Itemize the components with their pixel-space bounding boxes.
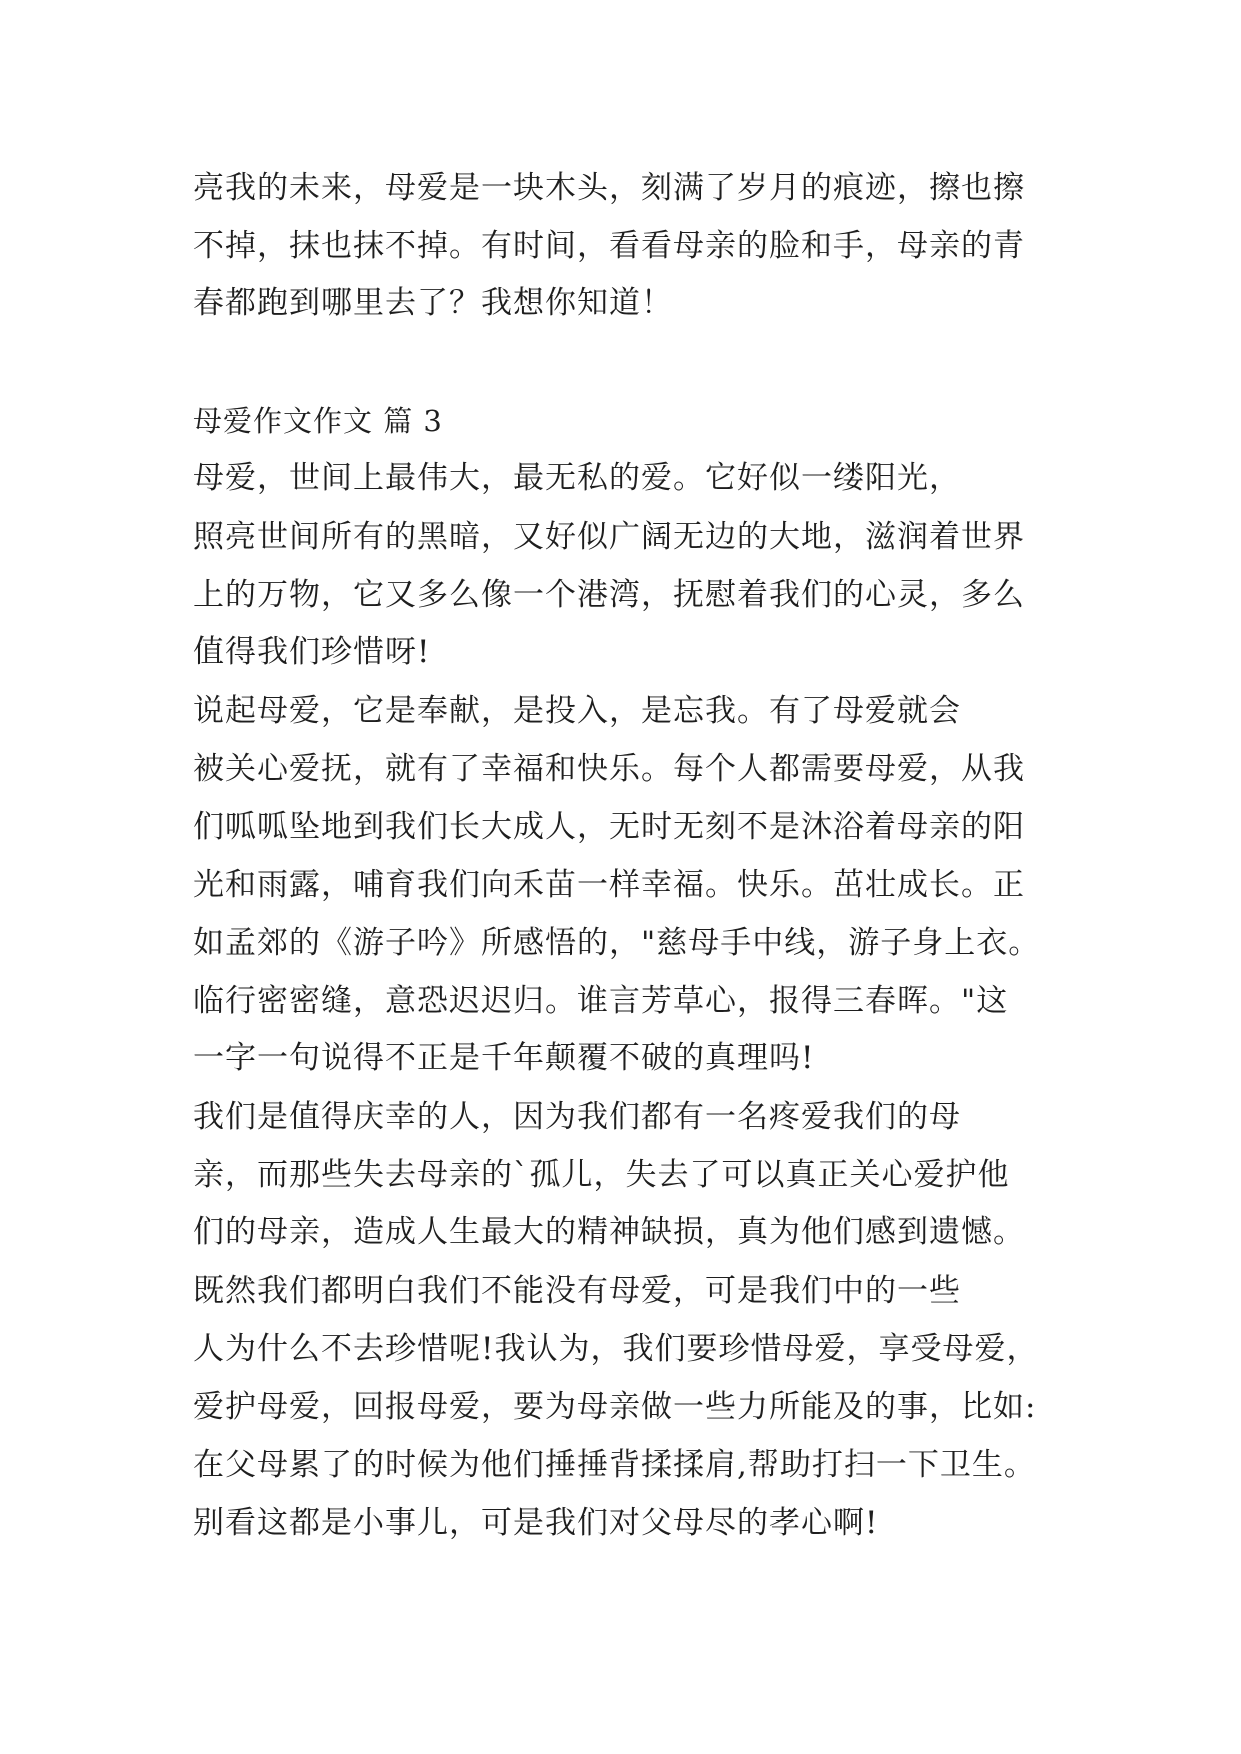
text-line: 临行密密缝，意恐迟迟归。谁言芳草心，报得三春晖。"这	[193, 983, 1009, 1019]
text-line: 亮我的未来，母爱是一块木头，刻满了岁月的痕迹，擦也擦	[193, 170, 1025, 206]
text-line: 光和雨露，哺育我们向禾苗一样幸福。快乐。茁壮成长。正	[193, 867, 1025, 903]
text-line: 既然我们都明白我们不能没有母爱，可是我们中的一些	[193, 1273, 961, 1309]
text-line: 不掉，抹也抹不掉。有时间，看看母亲的脸和手，母亲的青	[193, 228, 1025, 264]
text-line: 说起母爱，它是奉献，是投入，是忘我。有了母爱就会	[193, 693, 961, 729]
text-line: 们呱呱坠地到我们长大成人，无时无刻不是沐浴着母亲的阳	[193, 809, 1025, 845]
section-heading: 母爱作文作文 篇 3	[193, 404, 443, 438]
text-line: 如孟郊的《游子吟》所感悟的，"慈母手中线，游子身上衣。	[193, 925, 1041, 961]
text-line: 一字一句说得不正是千年颠覆不破的真理吗!	[193, 1040, 815, 1076]
text-line: 们的母亲，造成人生最大的精神缺损，真为他们感到遗憾。	[193, 1214, 1025, 1250]
text-line: 亲，而那些失去母亲的`孤儿，失去了可以真正关心爱护他	[193, 1157, 1010, 1193]
text-line: 人为什么不去珍惜呢!我认为，我们要珍惜母爱，享受母爱，	[193, 1331, 1039, 1367]
text-line: 我们是值得庆幸的人，因为我们都有一名疼爱我们的母	[193, 1099, 961, 1135]
text-line: 爱护母爱，回报母爱，要为母亲做一些力所能及的事，比如:	[193, 1389, 1037, 1425]
text-line: 照亮世间所有的黑暗，又好似广阔无边的大地，滋润着世界	[193, 519, 1025, 555]
text-line: 春都跑到哪里去了？我想你知道！	[193, 285, 673, 321]
text-line: 被关心爱抚，就有了幸福和快乐。每个人都需要母爱，从我	[193, 751, 1025, 787]
text-line: 值得我们珍惜呀!	[193, 634, 431, 670]
text-line: 别看这都是小事儿，可是我们对父母尽的孝心啊!	[193, 1505, 879, 1541]
text-line: 母爱，世间上最伟大，最无私的爱。它好似一缕阳光，	[193, 460, 961, 496]
text-line: 上的万物，它又多么像一个港湾，抚慰着我们的心灵，多么	[193, 577, 1025, 613]
text-line: 在父母累了的时候为他们捶捶背揉揉肩,帮助打扫一下卫生。	[193, 1447, 1036, 1483]
